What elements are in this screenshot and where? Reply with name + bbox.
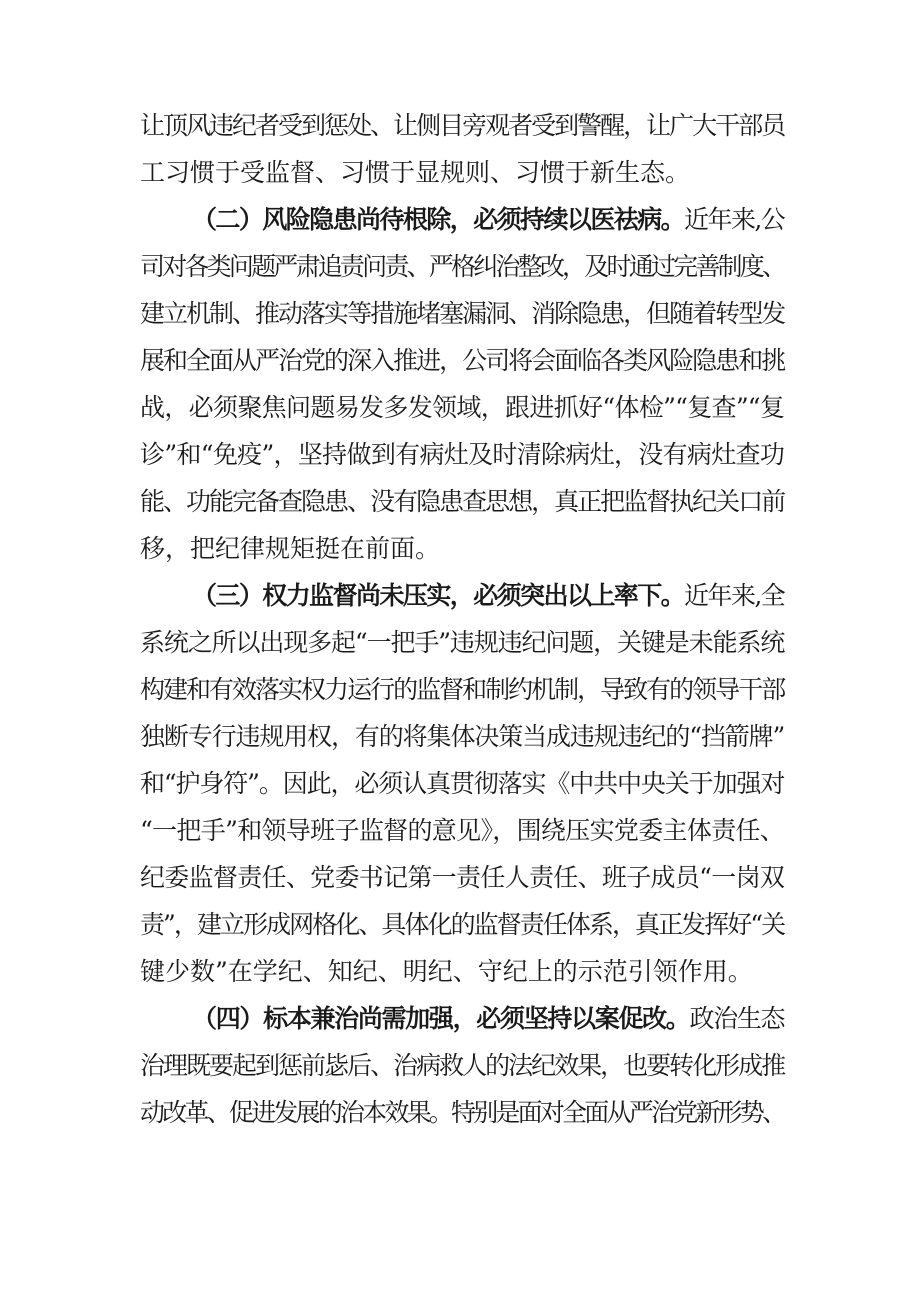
text-line [140,995,784,1042]
text-run: 近年来,公 [684,205,784,234]
text-line: 工习惯于受监督、习惯于显规则、习惯于新生态。 [140,158,691,187]
text-line: 建立机制、推动落实等措施堵塞漏洞、消除隐患，但随着转型发 [140,299,784,328]
text-line: 治理既要起到惩前毖后、治病救人的法纪效果，也要转化形成推 [140,1051,784,1080]
text-line: 系统之所以出现多起“一把手”违规违纪问题，关键是未能系统 [140,628,784,657]
text-line: 动改革、促进发展的治本效果。特别是面对全面从严治党新形势、 [140,1098,784,1127]
paragraph-2 [140,196,784,572]
document-body [140,102,784,1136]
text-line: 构建和有效落实权力运行的监督和制约机制，导致有的领导干部 [140,675,784,704]
text-line: 战，必须聚焦问题易发多发领域，跟进抓好“体检”“复查”“复 [140,393,784,422]
text-line: 独断专行违规用权，有的将集体决策当成违规违纪的“挡箭牌” [140,722,784,751]
text-line: 和“护身符”。因此，必须认真贯彻落实《中共中央关于加强对 [140,769,784,798]
text-run: 政治生态 [689,1004,784,1033]
text-run: 近年来,全 [684,581,784,610]
text-line: 展和全面从严治党的深入推进，公司将会面临各类风险隐患和挑 [140,346,784,375]
text-line: 能、功能完备查隐患、没有隐患查思想，真正把监督执纪关口前 [140,487,784,516]
section-heading: （三）权力监督尚未压实，必须突出以上率下。 [192,581,685,610]
text-line: 责”，建立形成网格化、具体化的监督责任体系，真正发挥好“关 [140,910,784,939]
paragraph-continuation [140,102,784,196]
section-heading: （二）风险隐患尚待根除，必须持续以医祛病。 [192,205,685,234]
text-line: “一把手”和领导班子监督的意见》，围绕压实党委主体责任、 [140,816,784,845]
text-line: 诊”和“免疫”，坚持做到有病灶及时清除病灶，没有病灶查功 [140,440,784,469]
text-line [140,572,784,619]
text-line: 键少数”在学纪、知纪、明纪、守纪上的示范引领作用。 [140,957,753,986]
paragraph-3 [140,572,784,995]
text-line: 移，把纪律规矩挺在前面。 [140,534,441,563]
text-line: 让顶风违纪者受到惩处、让侧目旁观者受到警醒，让广大干部员 [140,111,784,140]
section-heading: （四）标本兼治尚需加强，必须坚持以案促改。 [192,1004,690,1033]
text-line [140,196,784,243]
text-line: 纪委监督责任、党委书记第一责任人责任、班子成员“一岗双 [140,863,784,892]
paragraph-4 [140,995,784,1136]
text-line: 司对各类问题严肃追责问责、严格纠治整改，及时通过完善制度、 [140,252,784,281]
